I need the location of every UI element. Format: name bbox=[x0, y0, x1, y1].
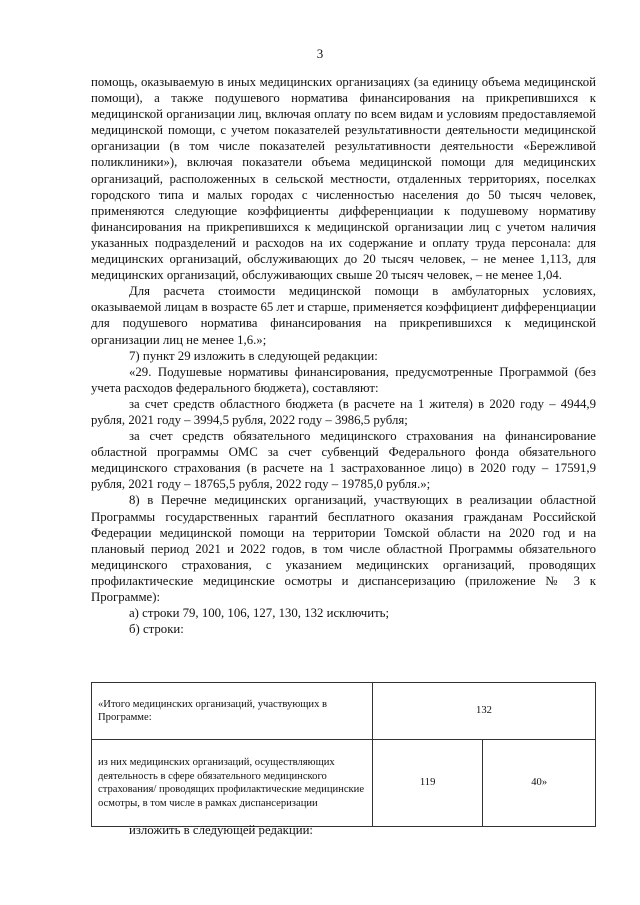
organizations-table bbox=[91, 682, 596, 827]
table-row bbox=[92, 740, 596, 827]
list-item: б) строки: bbox=[129, 622, 184, 637]
table-cell-label: «Итого медицинских организаций, участвующих в Программе: bbox=[92, 683, 373, 740]
paragraph: Для расчета стоимости медицинской помощи в амбулаторных условиях, оказываемой лицам в возрасте 65 лет и старше, применяется коэффициент дифференциации для подушевого норматива финансирования на прикрепившихся к медицинской организации лиц не менее 1,6.»; bbox=[91, 284, 596, 347]
list-item: а) строки 79, 100, 106, 127, 130, 132 исключить; bbox=[129, 606, 390, 621]
paragraph: за счет средств обязательного медицинского страхования на финансирование областной программы ОМС за счет субвенций Федерального фонда обязательного медицинского страхования (в расчете на 1 застрахованное лицо) в 2020 году – 17591,9 рубля, 2021 году – 18765,5 рубля, 2022 году – 19785,0 рубля.»; bbox=[91, 429, 596, 492]
paragraph: 8) в Перечне медицинских организаций, участвующих в реализации областной Программы государственных гарантий бесплатного оказания гражданам Российской Федерации медицинской помощи на территории Томской области на 2020 год и на плановый период 2021 и 2022 годов, в том числе областной Программы обязательного медицинского страхования, с указанием медицинских организаций, проводящих профилактические медицинские осмотры и диспансеризацию (приложение № 3 к Программе): bbox=[91, 493, 596, 604]
table-row bbox=[92, 683, 596, 740]
body-text bbox=[91, 74, 596, 637]
page-number: 3 bbox=[316, 46, 324, 61]
table-cell-value: 119 bbox=[373, 740, 483, 827]
table-cell-label: из них медицинских организаций, осуществляющих деятельность в сфере обязательного медицинского страхования/ проводящих профилактические медицинские осмотры, в том числе в рамках диспансеризации bbox=[92, 740, 373, 827]
paragraph: за счет средств областного бюджета (в расчете на 1 жителя) в 2020 году – 4944,9 рубля, 2021 году – 3994,5 рубля, 2022 году – 3986,5 рубля; bbox=[91, 396, 596, 427]
table-cell-value: 40» bbox=[483, 740, 596, 827]
table-cell-value: 132 bbox=[373, 683, 596, 740]
paragraph: помощь, оказываемую в иных медицинских организациях (за единицу объема медицинской помощи), а также подушевого норматива финансирования на прикрепившихся к медицинской организации лиц, включая оплату по всем видам и условиям предоставляемой медицинской помощи, с учетом показателей результативности деятельности медицинской организации (в том числе показателей результативности деятельности «Бережливой поликлиники»), включая показатели объема медицинской помощи для медицинских организаций, расположенных в сельской местности, отдаленных территориях, поселках городского типа и малых городах с численностью населения до 50 тысяч человек, применяются следующие коэффициенты дифференциации к подушевому нормативу финансирования на прикрепившихся к медицинской организации лиц с учетом наличия указанных подразделений и расходов на их содержание и оплату труда персонала: для медицинских организаций, обслуживающих до 20 тысяч человек, – не менее 1,113, для медицинских организаций, обслуживающих свыше 20 тысяч человек, – не менее 1,04. bbox=[91, 75, 596, 283]
paragraph: 7) пункт 29 изложить в следующей редакции: bbox=[129, 348, 378, 363]
paragraph: «29. Подушевые нормативы финансирования, предусмотренные Программой (без учета расходов федерального бюджета), составляют: bbox=[91, 364, 596, 395]
closing-text: изложить в следующей редакции: bbox=[129, 823, 313, 837]
